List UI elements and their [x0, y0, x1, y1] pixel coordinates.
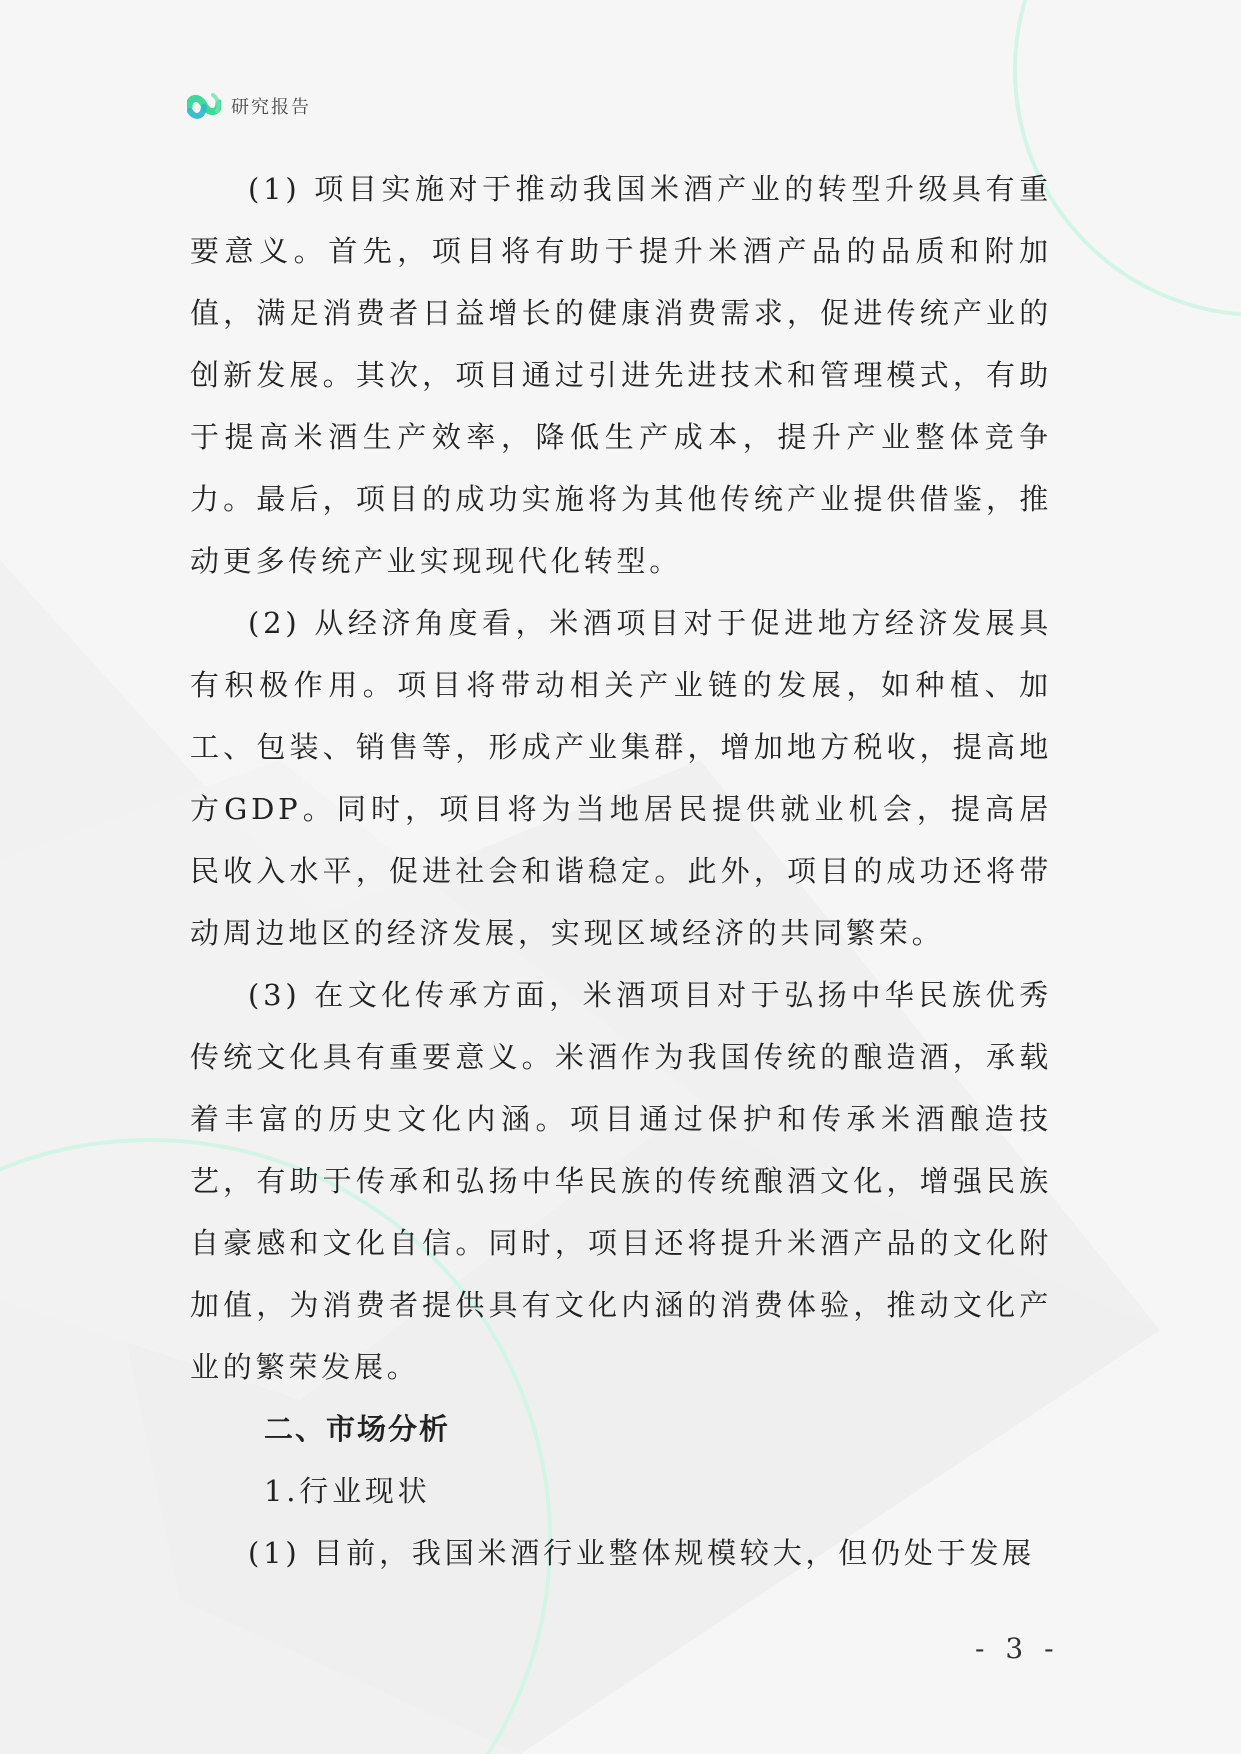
document-body [190, 158, 1052, 1584]
section-heading: 二、市场分析 [264, 1412, 451, 1446]
page-number: - 3 - [975, 1632, 1060, 1665]
paragraph: (1) 项目实施对于推动我国米酒产业的转型升级具有重要意义。首先，项目将有助于提升米酒产品的品质和附加值，满足消费者日益增长的健康消费需求，促进传统产业的创新发展。其次，项目通过引进先进技术和管理模式，有助于提高米酒生产效率，降低生产成本，提升产业整体竞争力。最后，项目的成功实施将为其他传统产业提供借鉴，推动更多传统产业实现现代化转型。 [190, 172, 1052, 578]
paragraph: (2) 从经济角度看，米酒项目对于促进地方经济发展具有积极作用。项目将带动相关产业链的发展，如种植、加工、包装、销售等，形成产业集群，增加地方税收，提高地方GDP。同时，项目将为当地居民提供就业机会，提高居民收入水平，促进社会和谐稳定。此外，项目的成功还将带动周边地区的经济发展，实现区域经济的共同繁荣。 [190, 606, 1052, 950]
paragraph: (1) 目前，我国米酒行业整体规模较大，但仍处于发展 [248, 1536, 1036, 1570]
brand-logo-icon [187, 91, 221, 121]
subsection-heading: 1.行业现状 [264, 1474, 431, 1508]
report-header [187, 90, 311, 122]
paragraph: (3) 在文化传承方面，米酒项目对于弘扬中华民族优秀传统文化具有重要意义。米酒作为我国传统的酿造酒，承载着丰富的历史文化内涵。项目通过保护和传承米酒酿造技艺，有助于传承和弘扬中华民族的传统酿酒文化，增强民族自豪感和文化自信。同时，项目还将提升米酒产品的文化附加值，为消费者提供具有文化内涵的消费体验，推动文化产业的繁荣发展。 [190, 978, 1052, 1384]
header-title: 研究报告 [231, 97, 311, 118]
